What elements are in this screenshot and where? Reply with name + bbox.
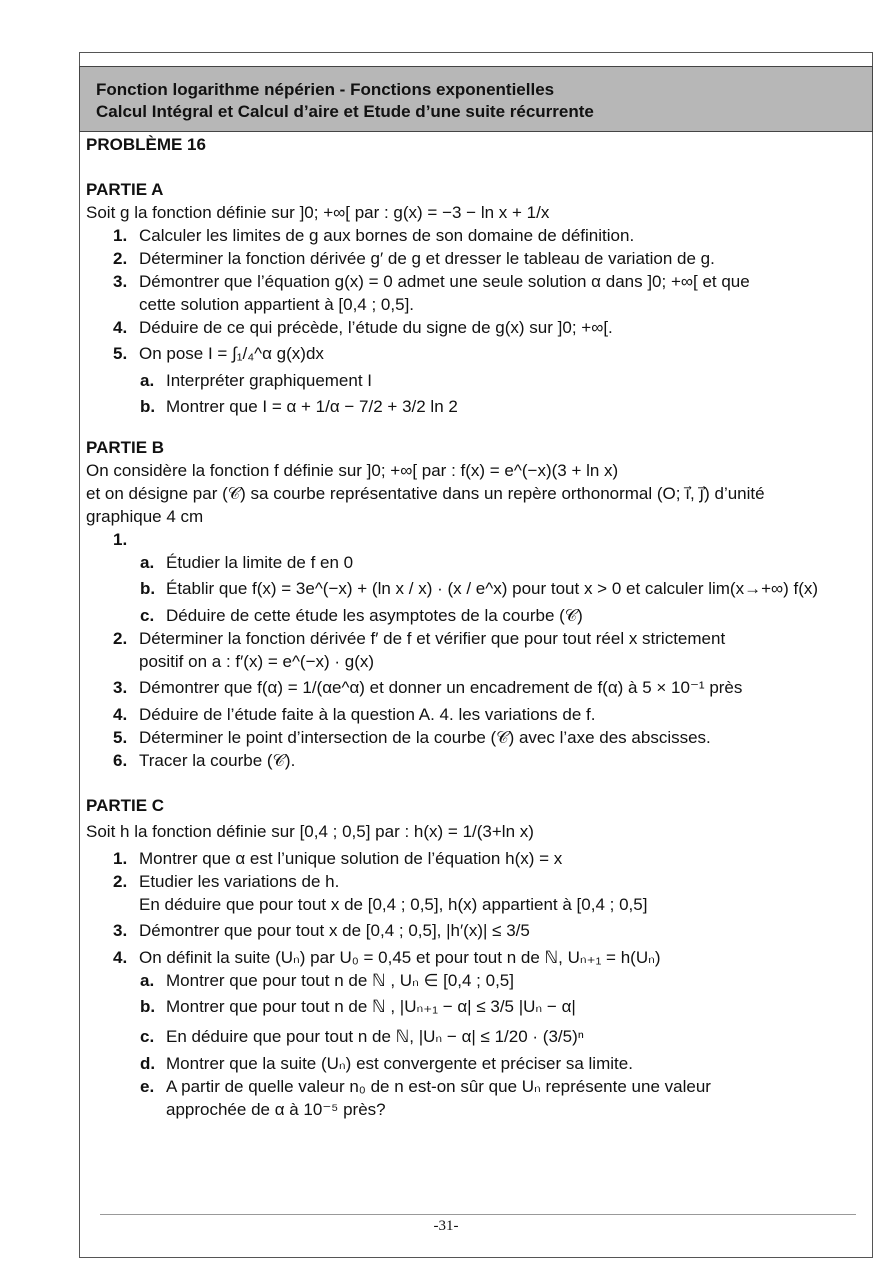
- part-c-item-3: 3. Démontrer que pour tout x de [0,4 ; 0,5], |h′(x)| ≤ 3/5: [113, 921, 530, 940]
- problem-title: PROBLÈME 16: [86, 135, 206, 154]
- chapter-header: [79, 66, 873, 132]
- part-a-item-5: 5. On pose I = ∫₁/₄^α g(x)dx: [113, 344, 324, 363]
- part-c-item-4: 4. On définit la suite (Uₙ) par U₀ = 0,45 et pour tout n de ℕ, Uₙ₊₁ = h(Uₙ): [113, 948, 661, 967]
- part-b-item-1c: c. Déduire de cette étude les asymptotes de la courbe (𝒞): [140, 606, 583, 625]
- part-a-item-3-cont: cette solution appartient à [0,4 ; 0,5].: [139, 295, 415, 314]
- part-c-item-4e-cont: approchée de α à 10⁻⁵ près?: [166, 1100, 386, 1119]
- header-line-1: Fonction logarithme népérien - Fonctions exponentielles: [96, 80, 555, 99]
- problem-content: [86, 133, 868, 1121]
- part-c-title: PARTIE C: [86, 796, 165, 815]
- header-line-2: Calcul Intégral et Calcul d’aire et Etude d’une suite récurrente: [96, 102, 594, 121]
- part-a-item-1: 1. Calculer les limites de g aux bornes de son domaine de définition.: [113, 226, 635, 245]
- part-a-item-2: 2. Déterminer la fonction dérivée g′ de g et dresser le tableau de variation de g.: [113, 249, 715, 268]
- part-c-item-2-cont: En déduire que pour tout x de [0,4 ; 0,5], h(x) appartient à [0,4 ; 0,5]: [139, 895, 648, 914]
- part-b-item-5: 5. Déterminer le point d’intersection de la courbe (𝒞) avec l’axe des abscisses.: [113, 728, 711, 747]
- part-c-item-4a: a. Montrer que pour tout n de ℕ , Uₙ ∈ [0,4 ; 0,5]: [140, 971, 514, 990]
- part-c-intro: Soit h la fonction définie sur [0,4 ; 0,5] par : h(x) = 1/(3+ln x): [86, 822, 534, 841]
- part-b-item-3: 3. Démontrer que f(α) = 1/(αe^α) et donner un encadrement de f(α) à 5 × 10⁻¹ près: [113, 678, 743, 697]
- part-b-item-2-cont: positif on a : f′(x) = e^(−x) · g(x): [139, 652, 375, 671]
- part-c-item-4b: b. Montrer que pour tout n de ℕ , |Uₙ₊₁ − α| ≤ 3/5 |Uₙ − α|: [140, 997, 576, 1016]
- part-a-item-5a: a. Interpréter graphiquement I: [140, 371, 373, 390]
- part-b-item-1b: b. Établir que f(x) = 3e^(−x) + (ln x / x) · (x / e^x) pour tout x > 0 et calculer lim(x→+∞) f(x): [140, 579, 819, 598]
- part-b-item-1: 1.: [113, 530, 128, 549]
- part-a-item-5b: b. Montrer que I = α + 1/α − 7/2 + 3/2 ln 2: [140, 397, 458, 416]
- part-b-item-4: 4. Déduire de l’étude faite à la question A. 4. les variations de f.: [113, 705, 596, 724]
- part-b-title: PARTIE B: [86, 438, 165, 457]
- part-a-item-3: 3. Démontrer que l’équation g(x) = 0 admet une seule solution α dans ]0; +∞[ et que: [113, 272, 750, 291]
- part-a-title: PARTIE A: [86, 180, 164, 199]
- part-c-item-2: 2. Etudier les variations de h.: [113, 872, 340, 891]
- part-c-item-4e: e. A partir de quelle valeur n₀ de n est-on sûr que Uₙ représente une valeur: [140, 1077, 711, 1096]
- part-b-item-6: 6. Tracer la courbe (𝒞).: [113, 751, 296, 770]
- part-b-intro-1: On considère la fonction f définie sur ]0; +∞[ par : f(x) = e^(−x)(3 + ln x): [86, 461, 619, 480]
- part-b-intro-2: et on désigne par (𝒞) sa courbe représentative dans un repère orthonormal (O; i⃗, j⃗) d’unité: [86, 484, 765, 503]
- part-c-item-4d: d. Montrer que la suite (Uₙ) est convergente et préciser sa limite.: [140, 1054, 633, 1073]
- part-a-intro: Soit g la fonction définie sur ]0; +∞[ par : g(x) = −3 − ln x + 1/x: [86, 203, 550, 222]
- part-b-intro-3: graphique 4 cm: [86, 507, 204, 526]
- part-c-item-1: 1. Montrer que α est l’unique solution de l’équation h(x) = x: [113, 849, 563, 868]
- part-c-item-4c: c. En déduire que pour tout n de ℕ, |Uₙ − α| ≤ 1/20 · (3/5)ⁿ: [140, 1027, 584, 1046]
- part-b-item-1a: a. Étudier la limite de f en 0: [140, 553, 354, 572]
- part-a-item-4: 4. Déduire de ce qui précède, l’étude du signe de g(x) sur ]0; +∞[.: [113, 318, 613, 337]
- part-b-item-2: 2. Déterminer la fonction dérivée f′ de f et vérifier que pour tout réel x strictement: [113, 629, 726, 648]
- page-number: -31-: [433, 1218, 459, 1234]
- footer-divider: [100, 1214, 856, 1215]
